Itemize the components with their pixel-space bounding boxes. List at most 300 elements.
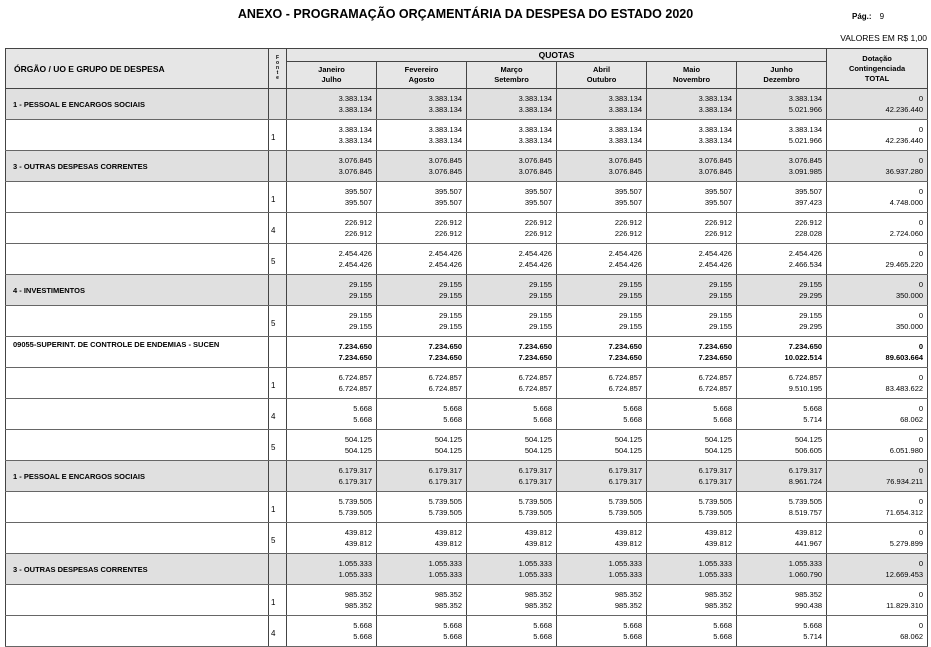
quota-cell: [647, 461, 737, 492]
quota-value-first: 7.234.650: [338, 342, 372, 351]
quota-cell: [287, 523, 377, 554]
table-row: [6, 275, 928, 306]
quota-value-second: 228.028: [794, 229, 823, 238]
row-fonte: 1: [269, 492, 287, 523]
quota-value-second: 439.812: [704, 539, 732, 548]
quota-value-first: 439.812: [434, 528, 462, 537]
quota-value-second: 985.352: [524, 601, 552, 610]
quota-value-second: 7.234.650: [428, 353, 462, 362]
quota-cell: [467, 585, 557, 616]
header-dotacao-line1: Dotação: [862, 53, 892, 63]
dotacao-cell: [827, 585, 928, 616]
quota-value-first: 29.155: [709, 311, 732, 320]
row-label: [6, 306, 269, 337]
quota-value-second: 6.179.317: [608, 477, 642, 486]
quota-cell: [737, 244, 827, 275]
dotacao-contingenciada: 0: [918, 125, 924, 134]
quota-value-first: 2.454.426: [518, 249, 552, 258]
header-month-4: [647, 62, 737, 89]
quota-value-first: 439.812: [524, 528, 552, 537]
quota-cell: [377, 492, 467, 523]
quota-cell: [467, 337, 557, 368]
quota-cell: [377, 182, 467, 213]
quota-cell: [557, 399, 647, 430]
quota-cell: [647, 368, 737, 399]
quota-value-second: 990.438: [794, 601, 823, 610]
quota-value-second: 226.912: [434, 229, 462, 238]
header-month-second: Julho: [321, 75, 342, 84]
quota-value-second: 1.055.333: [698, 570, 732, 579]
quota-value-first: 504.125: [344, 435, 372, 444]
page-number: 9: [879, 12, 885, 21]
dotacao-cell: [827, 337, 928, 368]
quota-value-first: 29.155: [799, 280, 823, 289]
table-row: [6, 523, 928, 554]
dotacao-total: 12.669.453: [885, 570, 924, 579]
quota-value-second: 5.739.505: [428, 508, 462, 517]
dotacao-cell: [827, 244, 928, 275]
dotacao-total: 5.279.899: [889, 539, 924, 548]
quota-cell: [467, 492, 557, 523]
quota-value-first: 6.179.317: [608, 466, 642, 475]
row-fonte: 1: [269, 120, 287, 151]
quota-cell: [467, 275, 557, 306]
quota-value-first: 29.155: [529, 311, 552, 320]
quota-cell: [377, 430, 467, 461]
quota-value-second: 3.076.845: [698, 167, 732, 176]
quota-value-first: 5.739.505: [698, 497, 732, 506]
quota-value-first: 2.454.426: [698, 249, 732, 258]
quota-cell: [287, 151, 377, 182]
quota-cell: [467, 399, 557, 430]
header-month-first: Junho: [770, 65, 793, 74]
quota-value-first: 1.055.333: [518, 559, 552, 568]
quota-cell: [647, 430, 737, 461]
quota-cell: [287, 306, 377, 337]
quota-cell: [647, 616, 737, 647]
quota-cell: [377, 89, 467, 120]
quota-cell: [737, 337, 827, 368]
quota-value-second: 7.234.650: [608, 353, 642, 362]
dotacao-contingenciada: 0: [918, 497, 924, 506]
quota-value-first: 5.739.505: [788, 497, 823, 506]
quota-value-second: 985.352: [614, 601, 642, 610]
quota-value-second: 439.812: [524, 539, 552, 548]
quota-value-second: 29.155: [349, 291, 372, 300]
row-label: [6, 182, 269, 213]
dotacao-total: 76.934.211: [886, 477, 924, 486]
quota-cell: [647, 306, 737, 337]
quota-value-first: 7.234.650: [428, 342, 462, 351]
dotacao-contingenciada: 0: [918, 311, 924, 320]
quota-cell: [467, 151, 557, 182]
quota-value-first: 6.179.317: [788, 466, 823, 475]
quota-value-second: 395.507: [614, 198, 642, 207]
quota-cell: [467, 182, 557, 213]
row-label: 1 - PESSOAL E ENCARGOS SOCIAIS: [6, 461, 269, 492]
quota-value-second: 8.519.757: [788, 508, 823, 517]
quota-cell: [557, 89, 647, 120]
quota-cell: [377, 244, 467, 275]
dotacao-contingenciada: 0: [918, 342, 924, 351]
quota-cell: [737, 430, 827, 461]
quota-cell: [467, 616, 557, 647]
quota-cell: [647, 244, 737, 275]
quota-value-first: 7.234.650: [608, 342, 642, 351]
quota-value-first: 5.739.505: [428, 497, 462, 506]
quota-cell: [467, 120, 557, 151]
row-label: [6, 399, 269, 430]
header-month-1: [377, 62, 467, 89]
quota-value-first: 5.739.505: [518, 497, 552, 506]
quota-value-first: 6.179.317: [338, 466, 372, 475]
quota-cell: [557, 368, 647, 399]
quota-cell: [647, 182, 737, 213]
header-dotacao: [827, 49, 928, 89]
dotacao-cell: [827, 399, 928, 430]
quota-cell: [557, 461, 647, 492]
page-indicator: [852, 12, 884, 21]
row-fonte: 4: [269, 399, 287, 430]
quota-value-second: 2.466.534: [788, 260, 823, 269]
table-row: [6, 182, 928, 213]
quota-value-first: 5.668: [803, 404, 823, 413]
quota-value-second: 29.155: [619, 322, 642, 331]
quota-value-first: 6.179.317: [518, 466, 552, 475]
quota-cell: [557, 306, 647, 337]
quota-value-first: 3.076.845: [338, 156, 372, 165]
quota-value-first: 5.668: [623, 404, 642, 413]
quota-cell: [467, 523, 557, 554]
row-fonte: 5: [269, 244, 287, 275]
quota-value-first: 29.155: [439, 280, 462, 289]
quota-cell: [377, 306, 467, 337]
quota-cell: [647, 399, 737, 430]
quota-value-first: 3.076.845: [608, 156, 642, 165]
header-quotas: QUOTAS: [287, 49, 827, 62]
header-fonte: [269, 49, 287, 89]
header-month-second: Dezembro: [763, 75, 800, 84]
quota-cell: [377, 120, 467, 151]
quota-value-first: 985.352: [434, 590, 462, 599]
quota-value-first: 5.668: [353, 404, 372, 413]
dotacao-total: 6.051.980: [889, 446, 924, 455]
quota-cell: [557, 213, 647, 244]
row-fonte: [269, 89, 287, 120]
row-label: [6, 213, 269, 244]
dotacao-total: 29.465.220: [885, 260, 924, 269]
dotacao-contingenciada: 0: [918, 404, 924, 413]
header-month-2: [467, 62, 557, 89]
page-label: Pág.:: [852, 12, 872, 21]
dotacao-contingenciada: 0: [918, 156, 924, 165]
dotacao-contingenciada: 0: [918, 218, 924, 227]
quota-value-first: 985.352: [614, 590, 642, 599]
quota-value-first: 3.383.134: [788, 94, 823, 103]
quota-value-second: 1.055.333: [518, 570, 552, 579]
quota-cell: [557, 523, 647, 554]
quota-value-second: 1.060.790: [788, 570, 823, 579]
quota-value-second: 6.724.857: [338, 384, 372, 393]
dotacao-total: 42.236.440: [885, 136, 924, 145]
quota-value-second: 395.507: [344, 198, 372, 207]
quota-value-first: 6.724.857: [518, 373, 552, 382]
dotacao-total: 2.724.060: [889, 229, 924, 238]
row-fonte: 5: [269, 430, 287, 461]
quota-value-second: 504.125: [524, 446, 552, 455]
quota-value-second: 3.383.134: [698, 105, 732, 114]
row-fonte: 1: [269, 585, 287, 616]
quota-value-first: 5.739.505: [608, 497, 642, 506]
quota-cell: [557, 337, 647, 368]
quota-cell: [377, 275, 467, 306]
quota-value-second: 5.668: [443, 632, 462, 641]
quota-cell: [287, 368, 377, 399]
quota-cell: [647, 120, 737, 151]
dotacao-total: 71.654.312: [885, 508, 924, 517]
quota-value-first: 7.234.650: [518, 342, 552, 351]
quota-value-second: 504.125: [704, 446, 732, 455]
table-row: [6, 430, 928, 461]
quota-value-second: 9.510.195: [788, 384, 823, 393]
quota-value-second: 3.383.134: [428, 105, 462, 114]
row-fonte: 4: [269, 616, 287, 647]
quota-value-first: 2.454.426: [608, 249, 642, 258]
quota-value-second: 6.724.857: [608, 384, 642, 393]
row-label: [6, 244, 269, 275]
quota-value-second: 439.812: [344, 539, 372, 548]
quota-value-first: 5.668: [623, 621, 642, 630]
dotacao-cell: [827, 616, 928, 647]
quota-value-second: 985.352: [434, 601, 462, 610]
row-fonte: 5: [269, 523, 287, 554]
quota-value-second: 5.739.505: [698, 508, 732, 517]
budget-table: [5, 48, 928, 647]
header-month-first: Abril: [592, 65, 611, 74]
header-month-second: Outubro: [586, 75, 617, 84]
row-fonte: [269, 461, 287, 492]
quota-value-second: 439.812: [614, 539, 642, 548]
quota-value-first: 3.076.845: [788, 156, 823, 165]
quota-value-second: 7.234.650: [518, 353, 552, 362]
quota-cell: [647, 585, 737, 616]
quota-cell: [287, 275, 377, 306]
quota-value-second: 5.668: [533, 632, 552, 641]
quota-value-first: 2.454.426: [788, 249, 823, 258]
header-month-first: Janeiro: [318, 65, 345, 74]
quota-value-second: 5.668: [623, 632, 642, 641]
report-title: ANEXO - PROGRAMAÇÃO ORÇAMENTÁRIA DA DESPESA DO ESTADO 2020: [237, 7, 694, 21]
quota-value-second: 5.668: [353, 632, 372, 641]
quota-cell: [647, 337, 737, 368]
row-fonte: [269, 275, 287, 306]
row-label: [6, 430, 269, 461]
quota-value-second: 985.352: [704, 601, 732, 610]
quota-cell: [287, 182, 377, 213]
quota-cell: [377, 523, 467, 554]
quota-cell: [557, 585, 647, 616]
quota-value-first: 2.454.426: [338, 249, 372, 258]
quota-value-first: 439.812: [704, 528, 732, 537]
quota-value-first: 504.125: [704, 435, 732, 444]
dotacao-total: 11.829.310: [886, 601, 924, 610]
quota-cell: [647, 151, 737, 182]
dotacao-cell: [827, 523, 928, 554]
table-row: [6, 461, 928, 492]
quota-value-second: 5.668: [533, 415, 552, 424]
quota-value-first: 395.507: [434, 187, 462, 196]
quota-cell: [737, 492, 827, 523]
quota-cell: [557, 430, 647, 461]
quota-value-second: 504.125: [344, 446, 372, 455]
quota-cell: [737, 306, 827, 337]
dotacao-total: 83.483.622: [885, 384, 924, 393]
quota-cell: [287, 461, 377, 492]
dotacao-contingenciada: 0: [918, 590, 924, 599]
quota-value-second: 6.179.317: [698, 477, 732, 486]
dotacao-total: 68.062: [900, 632, 924, 641]
quota-value-second: 395.507: [524, 198, 552, 207]
quota-value-first: 5.668: [533, 621, 552, 630]
quota-value-first: 3.383.134: [428, 125, 462, 134]
dotacao-cell: [827, 461, 928, 492]
row-label: [6, 585, 269, 616]
row-fonte: [269, 151, 287, 182]
quota-cell: [377, 151, 467, 182]
quota-value-first: 7.234.650: [698, 342, 732, 351]
table-row: [6, 151, 928, 182]
row-label: 1 - PESSOAL E ENCARGOS SOCIAIS: [6, 89, 269, 120]
dotacao-contingenciada: 0: [918, 249, 924, 258]
dotacao-total: 36.937.280: [885, 167, 924, 176]
quota-value-first: 226.912: [704, 218, 732, 227]
quota-value-first: 226.912: [434, 218, 462, 227]
quota-value-first: 3.383.134: [338, 94, 372, 103]
quota-value-second: 5.668: [353, 415, 372, 424]
header-org: ÓRGÃO / UO E GRUPO DE DESPESA: [6, 49, 269, 89]
quota-cell: [287, 616, 377, 647]
quota-value-first: 985.352: [344, 590, 372, 599]
quota-value-first: 29.155: [799, 311, 823, 320]
quota-value-second: 7.234.650: [338, 353, 372, 362]
quota-value-first: 3.383.134: [518, 94, 552, 103]
quota-value-first: 1.055.333: [338, 559, 372, 568]
dotacao-total: 68.062: [900, 415, 924, 424]
quota-cell: [467, 368, 557, 399]
quota-value-second: 5.714: [803, 415, 823, 424]
quota-cell: [287, 89, 377, 120]
quota-value-first: 1.055.333: [698, 559, 732, 568]
quota-value-first: 504.125: [434, 435, 462, 444]
quota-cell: [557, 151, 647, 182]
quota-value-first: 395.507: [524, 187, 552, 196]
quota-value-second: 5.714: [803, 632, 823, 641]
quota-cell: [287, 120, 377, 151]
quota-value-second: 6.179.317: [428, 477, 462, 486]
quota-value-second: 985.352: [344, 601, 372, 610]
quota-value-second: 29.155: [619, 291, 642, 300]
dotacao-contingenciada: 0: [918, 466, 924, 475]
quota-value-second: 3.383.134: [428, 136, 462, 145]
quota-value-second: 395.507: [434, 198, 462, 207]
quota-cell: [467, 461, 557, 492]
quota-value-second: 226.912: [614, 229, 642, 238]
quota-value-first: 985.352: [794, 590, 823, 599]
quota-value-first: 1.055.333: [608, 559, 642, 568]
header-fonte-text: F o n t e: [275, 55, 280, 81]
quota-cell: [737, 368, 827, 399]
quota-value-second: 3.383.134: [338, 105, 372, 114]
quota-value-second: 439.812: [434, 539, 462, 548]
quota-cell: [647, 213, 737, 244]
quota-value-first: 5.668: [713, 404, 732, 413]
quota-value-second: 2.454.426: [698, 260, 732, 269]
quota-value-second: 3.076.845: [518, 167, 552, 176]
quota-cell: [737, 399, 827, 430]
row-label: [6, 492, 269, 523]
quota-cell: [287, 399, 377, 430]
quota-cell: [377, 585, 467, 616]
quota-cell: [287, 244, 377, 275]
quota-value-first: 2.454.426: [428, 249, 462, 258]
quota-value-second: 8.961.724: [788, 477, 823, 486]
quota-value-first: 3.383.134: [788, 125, 823, 134]
quota-value-second: 5.668: [443, 415, 462, 424]
quota-value-second: 2.454.426: [338, 260, 372, 269]
table-row: [6, 89, 928, 120]
table-row: [6, 244, 928, 275]
quota-cell: [287, 430, 377, 461]
quota-cell: [557, 120, 647, 151]
dotacao-contingenciada: 0: [918, 621, 924, 630]
quota-value-second: 6.724.857: [428, 384, 462, 393]
quota-value-first: 226.912: [524, 218, 552, 227]
dotacao-cell: [827, 492, 928, 523]
quota-cell: [737, 182, 827, 213]
quota-value-second: 29.295: [799, 322, 823, 331]
quota-value-first: 3.076.845: [428, 156, 462, 165]
quota-value-first: 985.352: [524, 590, 552, 599]
quota-cell: [737, 89, 827, 120]
quota-value-second: 5.668: [623, 415, 642, 424]
quota-value-second: 397.423: [794, 198, 823, 207]
quota-cell: [557, 244, 647, 275]
header-month-3: [557, 62, 647, 89]
quota-cell: [557, 492, 647, 523]
quota-cell: [737, 461, 827, 492]
dotacao-cell: [827, 151, 928, 182]
quota-value-first: 3.076.845: [518, 156, 552, 165]
row-label: 3 - OUTRAS DESPESAS CORRENTES: [6, 554, 269, 585]
dotacao-cell: [827, 120, 928, 151]
quota-value-second: 506.605: [794, 446, 823, 455]
quota-value-second: 504.125: [614, 446, 642, 455]
quota-value-first: 7.234.650: [788, 342, 823, 351]
quota-value-first: 29.155: [619, 280, 642, 289]
quota-cell: [467, 306, 557, 337]
quota-value-first: 5.668: [443, 621, 462, 630]
quota-value-first: 226.912: [614, 218, 642, 227]
quota-cell: [467, 430, 557, 461]
quota-value-first: 395.507: [614, 187, 642, 196]
quota-value-second: 2.454.426: [608, 260, 642, 269]
row-label: [6, 120, 269, 151]
quota-value-second: 3.076.845: [338, 167, 372, 176]
quota-value-first: 3.076.845: [698, 156, 732, 165]
quota-cell: [647, 492, 737, 523]
quota-value-second: 7.234.650: [698, 353, 732, 362]
quota-value-second: 29.155: [439, 291, 462, 300]
